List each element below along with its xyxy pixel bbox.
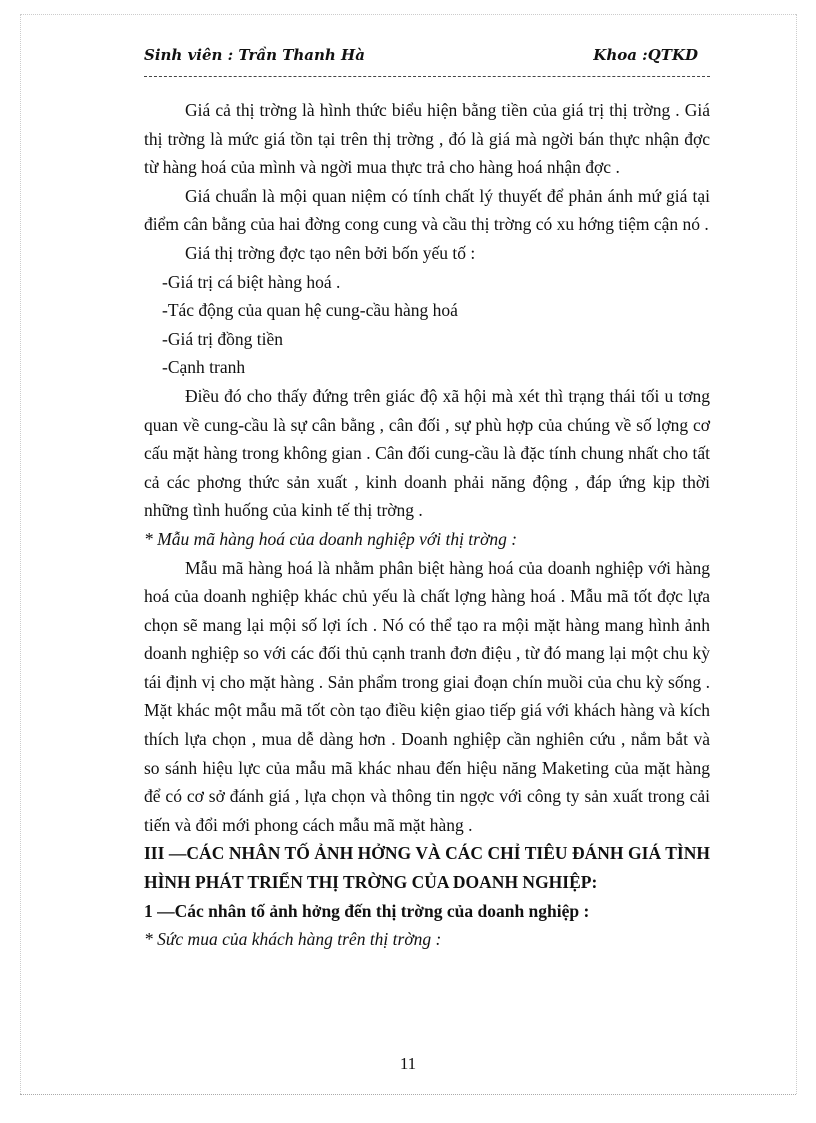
list-item: -Giá trị cá biệt hàng hoá .: [162, 271, 341, 292]
list-item: -Giá trị đồng tiền: [162, 328, 284, 349]
page-header: [144, 46, 710, 74]
page-border-top: [20, 14, 796, 15]
header-student-name: Sinh viên : Trần Thanh Hà: [144, 46, 365, 64]
subsection-title: * Sức mua của khách hàng trên thị trờng :: [144, 929, 442, 950]
page-border-bottom: [20, 1094, 796, 1095]
page-number: 11: [399, 1054, 417, 1073]
section-heading: 1 —Các nhân tố ảnh hởng đến thị trờng của doanh nghiệp :: [144, 900, 590, 921]
document-body: [144, 96, 710, 954]
section-heading: III —CÁC NHÂN TỐ ẢNH HỞNG VÀ CÁC CHỈ TIÊU ĐÁNH GIÁ TÌNH HÌNH PHÁT TRIỂN THỊ TRỜNG CỦA DOANH NGHIỆP:: [144, 843, 710, 893]
list-item: -Tác động của quan hệ cung-cầu hàng hoá: [162, 300, 458, 321]
paragraph: Giá thị trờng đợc tạo nên bởi bốn yếu tố :: [185, 242, 476, 263]
paragraph: Giá cả thị trờng là hình thức biểu hiện bằng tiền của giá trị thị trờng . Giá thị trờng là mức giá tồn tại trên thị trờng , đó là giá mà ngời bán thực nhận đợc từ hàng hoá của mình và ngời mua thực trả cho hàng hoá nhận đợc .: [144, 100, 710, 178]
header-divider: [144, 76, 710, 77]
list-item: -Cạnh tranh: [162, 357, 246, 378]
header-department: Khoa :QTKD: [593, 46, 698, 64]
page-border-left: [20, 14, 21, 1094]
subsection-title: * Mẫu mã hàng hoá của doanh nghiệp với thị trờng :: [144, 528, 518, 549]
paragraph: Giá chuẩn là mội quan niệm có tính chất lý thuyết để phản ánh mứ giá tại điểm cân bằng của hai đờng cong cung và cầu thị trờng có xu hớng tiệm cận nó .: [144, 185, 710, 235]
page-border-right: [796, 14, 797, 1094]
paragraph: Điều đó cho thấy đứng trên giác độ xã hội mà xét thì trạng thái tối u tơng quan về cung-cầu là sự cân bằng , cân đối , sự phù hợp của chúng về số lợng cơ cấu mặt hàng trong không gian . Cân đối cung-cầu là đặc tính chung nhất cho tất cả các phơng thức sản xuất , kinh doanh phải năng động , đáp ứng kịp thời những tình huống của kinh tế thị trờng .: [144, 385, 710, 521]
paragraph: Mẫu mã hàng hoá là nhằm phân biệt hàng hoá của doanh nghiệp với hàng hoá của doanh nghiệp khác chủ yếu là chất lợng hàng hoá . Mẫu mã tốt đợc lựa chọn sẽ mang lại mội số lợi ích . Nó có thể tạo ra mội mặt hàng mang hình ảnh doanh nghiệp so với các đối thủ cạnh tranh đơn điệu , từ đó mang lại một chu kỳ tái định vị cho mặt hàng . Sản phẩm trong giai đoạn chín muồi của chu kỳ sống . Mặt khác một mẫu mã tốt còn tạo điều kiện giao tiếp giá với khách hàng và kích thích lựa chọn , mua dễ dàng hơn . Doanh nghiệp cần nghiên cứu , nắm bắt và so sánh hiệu lực của mẫu mã khác nhau đến hiệu năng Maketing của mặt hàng để có cơ sở đánh giá , lựa chọn và thông tin ngợc với công ty sản xuất trong cải tiến và đổi mới phong cách mẫu mã mặt hàng .: [144, 557, 710, 835]
